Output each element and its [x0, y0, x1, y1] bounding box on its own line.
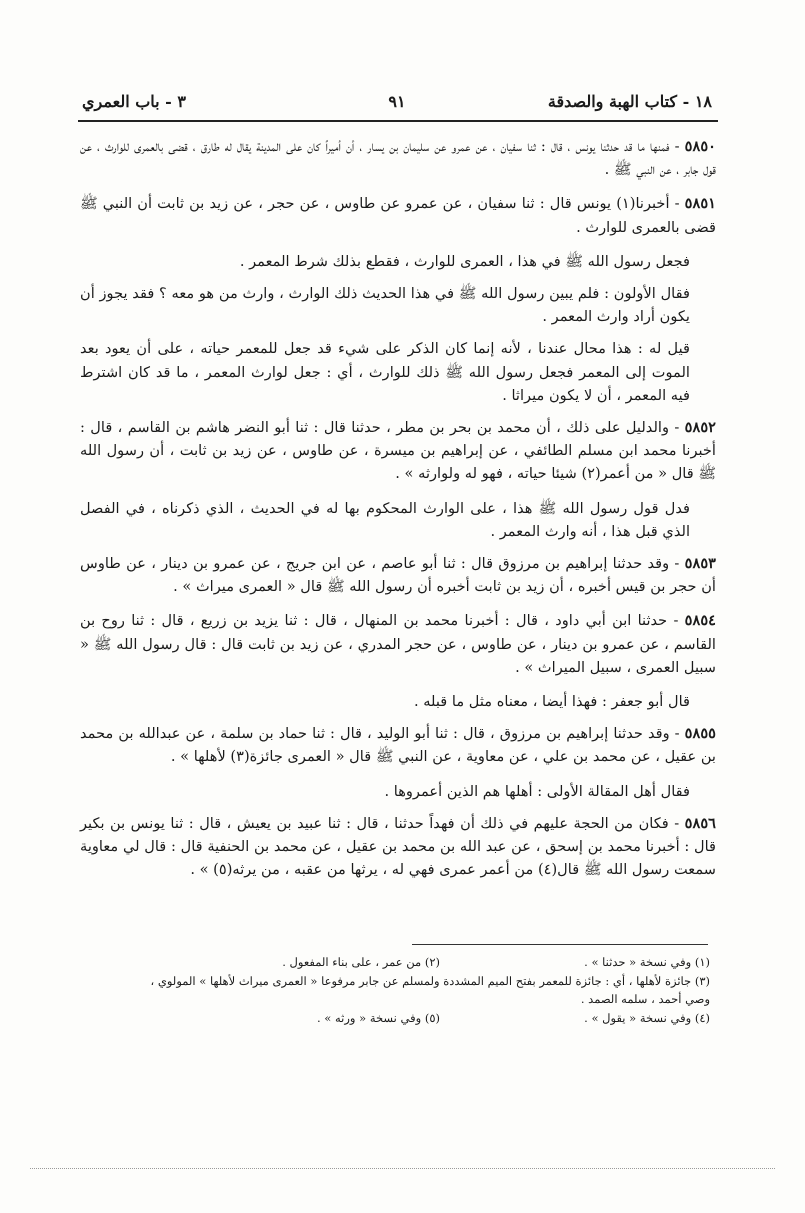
hadith-entry: [80, 812, 716, 882]
hadith-text: - حدثنا ابن أبي داود ، قال : أخبرنا محمد بن المنهال ، قال : ثنا يزيد بن زريع ، قال : ثنا روح بن القاسم ، عن عمرو بن دينار ، عن طاوس ، عن حجر المدري ، عن زيد بن ثابت قال : قال رسول الله ﷺ « سبيل العمرى ، سبيل الميراث » .: [80, 612, 716, 676]
hadith-entry: [80, 135, 716, 181]
hadith-number: ٥٨٥٦: [684, 814, 717, 832]
page-body: [80, 135, 716, 892]
hadith-text: - وقد حدثنا إبراهيم بن مرزوق ، قال : ثنا أبو الوليد ، قال : ثنا حماد بن سلمة ، عن عبدالله بن محمد بن عقيل ، عن محمد بن علي ، عن معاوية ، عن النبي ﷺ قال « العمرى جائزة(٣) لأهلها » .: [80, 725, 716, 766]
hadith-number: ٥٨٥٤: [684, 612, 717, 630]
scan-edge-dots: [30, 1168, 775, 1170]
book-title: ١٨ - كتاب الهبة والصدقة: [547, 92, 712, 111]
chapter-title: ٣ - باب العمري: [82, 92, 186, 111]
hadith-text: - أخبرنا(١) يونس قال : ثنا سفيان ، عن عمرو عن طاوس ، عن حجر ، عن زيد بن ثابت أن النبي ﷺ قضى بالعمرى للوارث .: [80, 195, 716, 236]
page-number: ٩١: [388, 92, 406, 111]
header-rule: [78, 120, 718, 122]
hadith-entry: [80, 609, 716, 679]
footnote-1: (١) وفي نسخة « حدثنا » .: [584, 955, 710, 969]
commentary-paragraph: فدل قول رسول الله ﷺ هذا ، على الوارث المحكوم بها له في الحديث ، الذي ذكرناه ، في الفصل الذي قبل هذا ، أنه وارث المعمر .: [80, 499, 690, 540]
commentary-paragraph: فقال أهل المقالة الأولى : أهلها هم الذين أعمروها .: [384, 782, 690, 800]
footnote-5: (٥) وفي نسخة « ورثه » .: [317, 1010, 440, 1025]
hadith-text: - فمنها ما قد حدثنا يونس ، قال : ثنا سفيان ، عن عمرو عن سليمان بن يسار ، أن أميراً كان على المدينة يقال له طارق ، قضى بالعمرى للوارث ، عن قول جابر ، عن النبي ﷺ .: [80, 138, 716, 179]
hadith-text: - فكان من الحجة عليهم في ذلك أن فهداً حدثنا ، قال : ثنا عبيد بن يعيش ، قال : ثنا يونس بن بكير قال : أخبرنا محمد بن إسحق ، عن عبد الله بن محمد بن عقيل ، عن محمد بن الحنفية قال : قال لي معاوية سمعت رسول الله ﷺ قال(٤) من أعمر عمرى فهي له ، يرثها من عقبه ، من يرثه(٥) » .: [80, 814, 716, 879]
hadith-entry: [80, 192, 716, 238]
footnote-rule: [412, 944, 708, 945]
footnote-4: (٤) وفي نسخة « يقول » .: [584, 1010, 710, 1025]
hadith-number: ٥٨٥٣: [684, 555, 716, 573]
footnote-line: [150, 953, 710, 972]
hadith-entry: [80, 416, 716, 486]
commentary-paragraph: قال أبو جعفر : فهذا أيضا ، معناه مثل ما قبله .: [413, 693, 690, 711]
hadith-text: - وقد حدثنا إبراهيم بن مرزوق قال : ثنا أبو عاصم ، عن ابن جريج ، عن عمرو بن دينار ، عن طاوس أن حجر بن قيس أخبره ، أن زيد بن ثابت أخبره أن رسول الله ﷺ قال « العمرى ميراث » .: [80, 555, 716, 596]
hadith-entry: [80, 722, 716, 768]
commentary-paragraph: فجعل رسول الله ﷺ في هذا ، العمرى للوارث ، فقطع بذلك شرط المعمر .: [239, 252, 690, 270]
hadith-entry: [80, 552, 716, 598]
hadith-number: ٥٨٥٥: [684, 725, 716, 743]
commentary-paragraph: فقال الأولون : فلم يبين رسول الله ﷺ في هذا الحديث ذلك الوارث ، وارث من هو معه ؟ فقد يجوز أن يكون أراد وارث المعمر .: [80, 285, 690, 326]
footnote-3: (٣) جائزة لأهلها ، أي : جائزة للمعمر بفتح الميم المشددة ولمسلم عن جابر مرفوعا « العمرى ميراث لأهلها » المولوي ، وصي أحمد ، سلمه الصمد .: [150, 973, 710, 1006]
hadith-number: ٥٨٥٠: [684, 138, 716, 155]
hadith-number: ٥٨٥١: [684, 195, 717, 213]
commentary-paragraph: قيل له : هذا محال عندنا ، لأنه إنما كان الذكر على شيء قد جعل للمعمر حياته ، على أن يعود بعد الموت إلى المعمر فجعل رسول الله ﷺ ذلك للوارث ، أي : جعل لوارث المعمر ، ما قد كان اشترط فيه المعمر ، أن لا يكون ميراثا .: [80, 340, 690, 404]
footnote-2: (٢) من عمر ، على بناء المفعول .: [282, 955, 440, 969]
running-header: [82, 90, 712, 118]
hadith-number: ٥٨٥٢: [684, 419, 716, 437]
footnote-line: [150, 1009, 710, 1028]
hadith-text: - والدليل على ذلك ، أن محمد بن بحر بن مطر ، حدثنا قال : ثنا أبو النضر هاشم بن القاسم ، قال : أخبرنا محمد ابن مسلم الطائفي ، عن إبراهيم بن ميسرة ، عن طاوس ، عن زيد بن ثابت ، أن رسول الله ﷺ قال « من أعمر(٢) شيئا حياته ، فهو له ولوارثه » .: [80, 419, 716, 483]
footnotes: [150, 953, 710, 1027]
